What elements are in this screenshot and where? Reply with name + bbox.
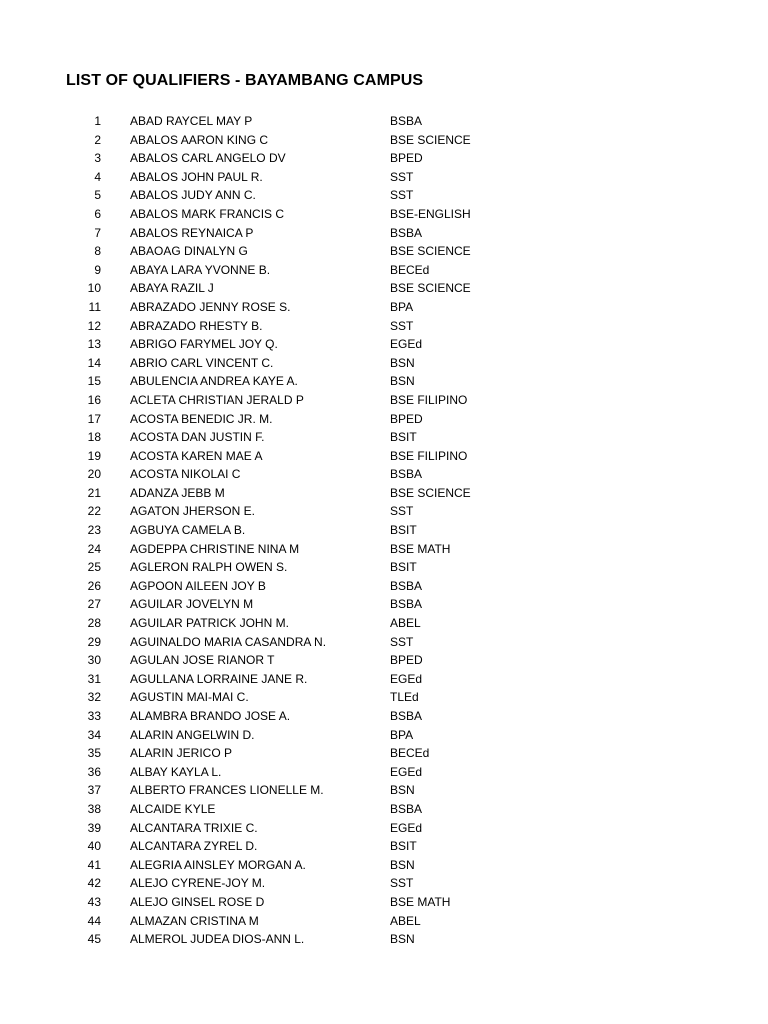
entry-number: 24 [87, 541, 101, 556]
entry-name: ABALOS AARON KING C [130, 132, 269, 147]
list-item [0, 335, 768, 354]
list-item [0, 930, 768, 949]
entry-course: BSE MATH [390, 894, 451, 909]
entry-name: ABULENCIA ANDREA KAYE A. [130, 374, 298, 389]
entry-number: 3 [94, 151, 101, 166]
entry-course: BSN [390, 932, 415, 947]
entry-number: 6 [94, 206, 101, 221]
entry-number: 16 [87, 392, 101, 407]
entry-number: 12 [87, 318, 101, 333]
list-item [0, 317, 768, 336]
qualifier-list [0, 112, 768, 949]
entry-name: ACOSTA KAREN MAE A [130, 448, 263, 463]
entry-number: 35 [87, 746, 101, 761]
entry-name: ABAD RAYCEL MAY P [130, 114, 253, 128]
list-item [0, 614, 768, 633]
entry-name: ABALOS JUDY ANN C. [130, 188, 256, 203]
entry-name: ALARIN ANGELWIN D. [130, 727, 255, 742]
entry-course: BSBA [390, 467, 423, 482]
list-item [0, 856, 768, 875]
entry-name: ALEGRIA AINSLEY MORGAN A. [130, 857, 306, 872]
entry-course: BSE SCIENCE [390, 281, 471, 296]
entry-name: ACOSTA DAN JUSTIN F. [130, 430, 265, 445]
entry-number: 32 [87, 690, 101, 705]
list-item [0, 465, 768, 484]
entry-course: BSE-ENGLISH [390, 206, 471, 221]
entry-number: 4 [94, 169, 101, 184]
entry-number: 13 [87, 337, 101, 352]
entry-number: 1 [94, 114, 101, 128]
entry-name: ALEJO GINSEL ROSE D [130, 894, 265, 909]
list-item [0, 837, 768, 856]
entry-name: AGDEPPA CHRISTINE NINA M [130, 541, 300, 556]
list-item [0, 502, 768, 521]
entry-number: 15 [87, 374, 101, 389]
entry-name: ACOSTA BENEDIC JR. M. [130, 411, 273, 426]
entry-name: ALAMBRA BRANDO JOSE A. [130, 709, 291, 723]
entry-name: ABALOS CARL ANGELO DV [130, 151, 286, 166]
entry-name: ALEJO CYRENE-JOY M. [130, 876, 266, 891]
entry-name: ALCANTARA TRIXIE C. [130, 820, 258, 835]
entry-number: 11 [88, 299, 101, 314]
entry-course: SST [390, 876, 414, 891]
entry-number: 7 [94, 225, 101, 240]
entry-course: BSE SCIENCE [390, 132, 471, 147]
entry-course: BECEd [390, 746, 430, 761]
entry-course: BSN [390, 783, 415, 798]
entry-course: BSE FILIPINO [390, 392, 468, 407]
entry-number: 27 [87, 597, 101, 612]
entry-name: AGPOON AILEEN JOY B [130, 578, 266, 593]
entry-course: ABEL [390, 616, 421, 631]
list-item [0, 558, 768, 577]
list-item [0, 428, 768, 447]
entry-course: EGEd [390, 671, 423, 686]
entry-course: SST [390, 169, 414, 184]
entry-number: 2 [94, 132, 101, 147]
entry-course: TLEd [390, 690, 419, 705]
entry-course: EGEd [390, 764, 423, 779]
entry-number: 29 [87, 634, 101, 649]
entry-course: BPA [390, 727, 414, 742]
entry-course: BSBA [390, 225, 423, 240]
page-title: LIST OF QUALIFIERS - BAYAMBANG CAMPUS [66, 72, 424, 89]
list-item [0, 540, 768, 559]
entry-name: ABRIO CARL VINCENT C. [130, 355, 274, 370]
entry-course: SST [390, 318, 414, 333]
entry-number: 34 [87, 727, 101, 742]
entry-name: AGUSTIN MAI-MAI C. [130, 690, 249, 705]
list-item [0, 186, 768, 205]
entry-name: ALBERTO FRANCES LIONELLE M. [130, 783, 324, 798]
list-item [0, 893, 768, 912]
entry-number: 30 [87, 653, 101, 668]
list-item [0, 242, 768, 261]
entry-number: 28 [87, 616, 101, 631]
entry-course: BSBA [390, 597, 423, 612]
entry-course: BSE MATH [390, 541, 451, 556]
entry-number: 17 [87, 411, 101, 426]
entry-name: ALARIN JERICO P [130, 746, 233, 761]
entry-course: EGEd [390, 820, 423, 835]
entry-number: 8 [94, 244, 101, 259]
entry-number: 44 [87, 913, 101, 928]
entry-name: ABRAZADO JENNY ROSE S. [130, 299, 291, 314]
entry-number: 22 [87, 504, 101, 519]
list-item [0, 577, 768, 596]
list-item [0, 224, 768, 243]
list-item [0, 763, 768, 782]
entry-number: 36 [87, 764, 101, 779]
entry-course: SST [390, 504, 414, 519]
entry-number: 10 [87, 281, 101, 296]
entry-course: BSBA [390, 114, 423, 128]
list-item [0, 726, 768, 745]
entry-name: ABRIGO FARYMEL JOY Q. [130, 337, 278, 352]
entry-course: BPED [390, 151, 423, 166]
entry-course: BSBA [390, 709, 423, 723]
entry-name: AGUILAR JOVELYN M [130, 597, 254, 612]
list-item [0, 298, 768, 317]
list-item [0, 447, 768, 466]
entry-number: 33 [87, 709, 101, 723]
entry-course: BPED [390, 411, 423, 426]
entry-course: EGEd [390, 337, 423, 352]
entry-course: BSN [390, 857, 415, 872]
entry-name: ACLETA CHRISTIAN JERALD P [130, 392, 304, 407]
list-item [0, 670, 768, 689]
entry-course: BSIT [390, 430, 417, 445]
entry-number: 45 [87, 932, 101, 947]
list-item [0, 874, 768, 893]
entry-number: 5 [94, 188, 101, 203]
list-item [0, 688, 768, 707]
entry-number: 23 [87, 523, 101, 538]
entry-name: ABALOS JOHN PAUL R. [130, 169, 263, 184]
entry-course: BSBA [390, 801, 423, 816]
entry-name: ABAOAG DINALYN G [130, 244, 248, 259]
list-item [0, 149, 768, 168]
entry-course: BSBA [390, 578, 423, 593]
entry-number: 19 [87, 448, 101, 463]
entry-number: 41 [87, 857, 101, 872]
entry-name: AGUINALDO MARIA CASANDRA N. [130, 634, 327, 649]
entry-number: 39 [87, 820, 101, 835]
entry-name: ALMEROL JUDEA DIOS-ANN L. [130, 932, 305, 947]
entry-name: ABRAZADO RHESTY B. [130, 318, 263, 333]
entry-course: ABEL [390, 913, 421, 928]
list-item [0, 744, 768, 763]
entry-name: AGLERON RALPH OWEN S. [130, 560, 288, 575]
entry-course: SST [390, 188, 414, 203]
entry-course: BPED [390, 653, 423, 668]
entry-name: ACOSTA NIKOLAI C [130, 467, 241, 482]
entry-course: BECEd [390, 262, 430, 277]
list-item [0, 261, 768, 280]
entry-number: 40 [87, 839, 101, 854]
list-item [0, 410, 768, 429]
list-item [0, 391, 768, 410]
list-item [0, 168, 768, 187]
entry-name: ALMAZAN CRISTINA M [130, 913, 259, 928]
entry-name: AGULAN JOSE RIANOR T [130, 653, 275, 668]
entry-name: ADANZA JEBB M [130, 485, 225, 500]
entry-number: 37 [87, 783, 101, 798]
entry-number: 26 [87, 578, 101, 593]
list-item [0, 279, 768, 298]
entry-name: ALCANTARA ZYREL D. [130, 839, 258, 854]
list-item [0, 912, 768, 931]
entry-name: ABALOS REYNAICA P [130, 225, 254, 240]
list-item [0, 651, 768, 670]
entry-number: 21 [87, 485, 101, 500]
entry-name: ABAYA RAZIL J [130, 281, 214, 296]
entry-number: 43 [87, 894, 101, 909]
entry-number: 20 [87, 467, 101, 482]
list-item [0, 205, 768, 224]
entry-number: 38 [87, 801, 101, 816]
entry-name: ALCAIDE KYLE [130, 801, 216, 816]
list-item [0, 484, 768, 503]
list-item [0, 781, 768, 800]
entry-name: ABALOS MARK FRANCIS C [130, 206, 285, 221]
entry-course: BSN [390, 374, 415, 389]
list-item [0, 112, 768, 131]
entry-name: AGATON JHERSON E. [130, 504, 255, 519]
list-item [0, 819, 768, 838]
entry-number: 9 [94, 262, 101, 277]
entry-name: ALBAY KAYLA L. [130, 764, 222, 779]
entry-name: AGBUYA CAMELA B. [130, 523, 246, 538]
list-item [0, 595, 768, 614]
entry-name: ABAYA LARA YVONNE B. [130, 262, 271, 277]
entry-course: BSIT [390, 523, 417, 538]
entry-number: 18 [87, 430, 101, 445]
entry-number: 42 [87, 876, 101, 891]
list-item [0, 633, 768, 652]
entry-course: BSIT [390, 839, 417, 854]
entry-course: BSIT [390, 560, 417, 575]
entry-course: BSN [390, 355, 415, 370]
list-item [0, 521, 768, 540]
entry-name: AGULLANA LORRAINE JANE R. [130, 671, 308, 686]
entry-course: SST [390, 634, 414, 649]
entry-number: 31 [87, 671, 101, 686]
entry-course: BPA [390, 299, 414, 314]
list-item [0, 800, 768, 819]
entry-course: BSE SCIENCE [390, 485, 471, 500]
entry-name: AGUILAR PATRICK JOHN M. [130, 616, 289, 631]
entry-number: 25 [87, 560, 101, 575]
entry-course: BSE FILIPINO [390, 448, 468, 463]
list-item [0, 707, 768, 726]
entry-number: 14 [87, 355, 101, 370]
list-item [0, 372, 768, 391]
entry-course: BSE SCIENCE [390, 244, 471, 259]
list-item [0, 131, 768, 150]
list-item [0, 354, 768, 373]
